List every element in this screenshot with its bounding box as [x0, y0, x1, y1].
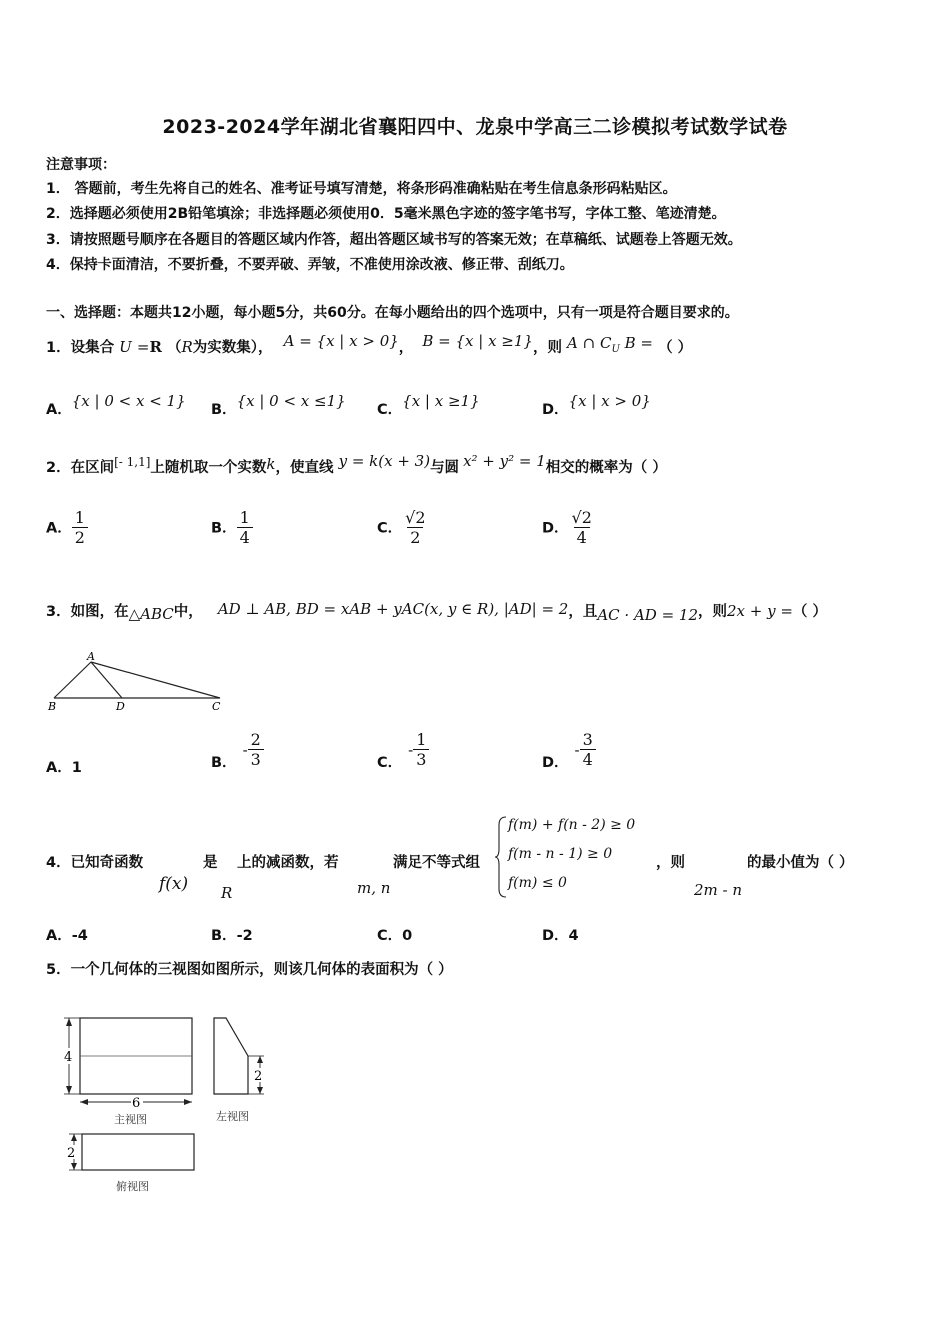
arrow-right [184, 1099, 192, 1105]
q2-line: y = k(x + 3) [338, 452, 431, 470]
q1-setA: A = {x | x > 0} [283, 332, 399, 350]
q4-ineq-1: f(m) + f(n - 2) ≥ 0 [508, 817, 636, 833]
option-label: A． [46, 760, 72, 776]
arrow-left [80, 1099, 88, 1105]
q4-R: R [221, 884, 233, 902]
q3-option-d[interactable] [542, 731, 596, 770]
q2-option-c[interactable] [377, 509, 429, 548]
option-label: C． [377, 928, 403, 944]
q2-text5: 相交的概率为（ ） [545, 460, 667, 476]
q4-option-b[interactable] [211, 924, 253, 945]
q4-option-d[interactable] [542, 924, 579, 945]
front-view-caption: 主视图 [114, 1113, 147, 1126]
q1-text2: 为实数集）， [192, 340, 273, 356]
arrow-up [66, 1018, 72, 1026]
option-label: A． [46, 402, 72, 418]
option-value: -4 [71, 928, 88, 944]
q4-option-a[interactable] [46, 924, 88, 945]
q1-R: R [149, 338, 162, 356]
note-item: 1． 答题前，考生先将自己的姓名、准考证号填写清楚，将条形码准确粘贴在考生信息条形码粘贴区。 [46, 181, 677, 197]
q1-option-a[interactable] [46, 392, 186, 419]
option-label: B． [211, 754, 237, 771]
q4-mn: m, n [357, 879, 391, 897]
q2-circle: x² + y² = 1 [463, 452, 546, 470]
q2-option-a[interactable] [46, 509, 88, 548]
q4-text3: 上的减函数，若 [237, 855, 339, 871]
option-label: B． [211, 520, 237, 537]
option-label: D． [542, 928, 569, 944]
option-label: C． [377, 520, 403, 537]
note-item: 3．请按照题号顺序在各题目的答题区域内作答，超出答题区域书写的答案无效；在草稿纸、试题卷上答题无效。 [46, 232, 742, 248]
q2-interval: [- 1,1] [114, 455, 151, 469]
edge-AD [91, 662, 122, 698]
page-title: 2023-2024学年湖北省襄阳四中、龙泉中学高三二诊模拟考试数学试卷 [162, 116, 788, 138]
q4-ineq-2: f(m - n - 1) ≥ 0 [508, 846, 613, 862]
vertex-C: C [212, 700, 221, 713]
option-sign: - [408, 740, 414, 759]
question-3 [46, 600, 827, 624]
arrow-down [257, 1087, 263, 1094]
q4-text2: 是 [203, 855, 218, 871]
q4-ineq-3: f(m) ≤ 0 [508, 875, 567, 891]
q3-text2: 中， [173, 604, 203, 620]
q3-text5: （ ） [792, 604, 827, 620]
question-2 [46, 452, 667, 477]
option-math: {x | x ≥1} [402, 392, 480, 410]
note-item: 2．选择题必须使用2B铅笔填涂；非选择题必须使用0．5毫米黑色字迹的签字笔书写，字体工整、笔迹清楚。 [46, 206, 726, 222]
q3-condition: AD ⊥ AB, BD = xAB + yAC(x, y ∈ R), |AD| = 2 [217, 600, 569, 618]
option-label: D． [542, 402, 569, 418]
fraction: $\frac{3}{4}$ [580, 731, 596, 770]
q3-triangle-figure [44, 648, 234, 716]
dim-label-2b: 2 [67, 1146, 76, 1161]
q1-eq: = [136, 338, 150, 356]
option-value: 0 [402, 928, 413, 944]
q1-then: ，则 [532, 340, 562, 356]
q1-text: 1．设集合 [46, 340, 115, 356]
option-label: A． [46, 520, 72, 537]
q2-k: k [266, 455, 276, 473]
q1-option-d[interactable] [542, 392, 651, 419]
dim-label-2a: 2 [254, 1069, 263, 1084]
q3-expr: 2x + y = [727, 602, 793, 620]
option-label: C． [377, 402, 403, 418]
fraction: $\frac{2}{3}$ [248, 731, 264, 770]
edge-AC [91, 662, 220, 698]
notes-heading: 注意事项： [46, 157, 116, 173]
q1-U: U [119, 338, 132, 356]
q1-expr: A ∩ C [567, 334, 612, 352]
option-math: {x | 0 < x ≤1} [236, 392, 346, 410]
q4-option-c[interactable] [377, 924, 412, 945]
fraction: $\frac{√2}{2}$ [405, 508, 426, 547]
side-view-shape [214, 1018, 248, 1094]
q1-paren: （ [166, 340, 182, 356]
arrow-up [257, 1056, 263, 1063]
section-heading: 一、选择题：本题共12小题，每小题5分，共60分。在每小题给出的四个选项中，只有一项是符合题目要求的。 [46, 305, 739, 321]
q3-option-c[interactable] [377, 731, 429, 770]
fraction: $\frac{1}{3}$ [413, 731, 429, 770]
fraction: $\frac{√2}{4}$ [571, 508, 592, 547]
q1-tail: （ ） [658, 340, 693, 356]
q5-three-view-figure [58, 1012, 278, 1198]
q4-brace [494, 815, 508, 899]
q4-text4: 满足不等式组 [393, 855, 480, 871]
vertex-D: D [116, 700, 125, 713]
option-math: {x | 0 < x < 1} [71, 392, 186, 410]
q1-setB: B = {x | x ≥1} [422, 332, 533, 350]
q4-text: 4．已知奇函数 [46, 855, 144, 871]
vertex-A: A [87, 650, 95, 663]
q3-option-b[interactable] [211, 731, 264, 770]
q1-comma: ， [398, 340, 414, 356]
q2-text: 2．在区间 [46, 460, 115, 476]
option-value: -2 [236, 928, 253, 944]
q2-text4: 与圆 [430, 460, 460, 476]
option-label: C． [377, 754, 403, 771]
q3-text: 3．如图，在 [46, 604, 129, 620]
q4-target: 2m - n [694, 881, 743, 899]
top-view-caption: 俯视图 [116, 1180, 149, 1193]
arrow-down [66, 1086, 72, 1094]
question-1 [46, 332, 693, 359]
edge-AB [54, 662, 91, 698]
option-math: {x | x > 0} [568, 392, 651, 410]
arrow-up [71, 1134, 77, 1141]
q1-R2: R [181, 338, 193, 356]
fraction: $\frac{1}{4}$ [237, 509, 253, 548]
option-sign: - [242, 740, 248, 759]
note-item: 4．保持卡面清洁，不要折叠，不要弄破、弄皱，不准使用涂改液、修正带、刮纸刀。 [46, 257, 574, 273]
q4-text6: 的最小值为（ ） [747, 855, 854, 871]
arrow-down [71, 1163, 77, 1170]
q2-text2: 上随机取一个实数 [150, 460, 267, 476]
fraction: $\frac{1}{2}$ [72, 509, 88, 548]
option-label: A． [46, 928, 72, 944]
option-value: 4 [568, 928, 579, 944]
q1-option-c[interactable] [377, 392, 480, 419]
option-label: D． [542, 520, 569, 537]
option-label: D． [542, 754, 569, 771]
question-5: 5．一个几何体的三视图如图所示，则该几何体的表面积为（ ） [46, 962, 453, 978]
q2-option-d[interactable] [542, 509, 595, 548]
q1-option-b[interactable] [211, 392, 346, 419]
q2-text3: ，使直线 [275, 460, 334, 476]
top-view-rect [82, 1134, 194, 1170]
q4-fx: f(x) [159, 874, 189, 894]
option-value: 1 [71, 760, 82, 776]
q1-expr2: B = [619, 334, 654, 352]
q3-text3: ，且 [568, 604, 598, 620]
option-label: B． [211, 928, 237, 944]
q1-sub: U [611, 343, 620, 355]
option-sign: - [574, 740, 580, 759]
q4-text5: ，则 [656, 855, 685, 871]
q3-text4: ，则 [698, 604, 727, 620]
dim-label-4: 4 [64, 1050, 73, 1065]
q3-dot: AC · AD = 12 [597, 606, 698, 624]
dim-label-6: 6 [132, 1096, 141, 1111]
option-label: B． [211, 402, 237, 418]
q2-option-b[interactable] [211, 509, 253, 548]
vertex-B: B [48, 700, 57, 713]
q3-triangle: △ABC [128, 605, 174, 623]
q3-option-a[interactable] [46, 756, 82, 777]
side-view-caption: 左视图 [216, 1110, 249, 1123]
